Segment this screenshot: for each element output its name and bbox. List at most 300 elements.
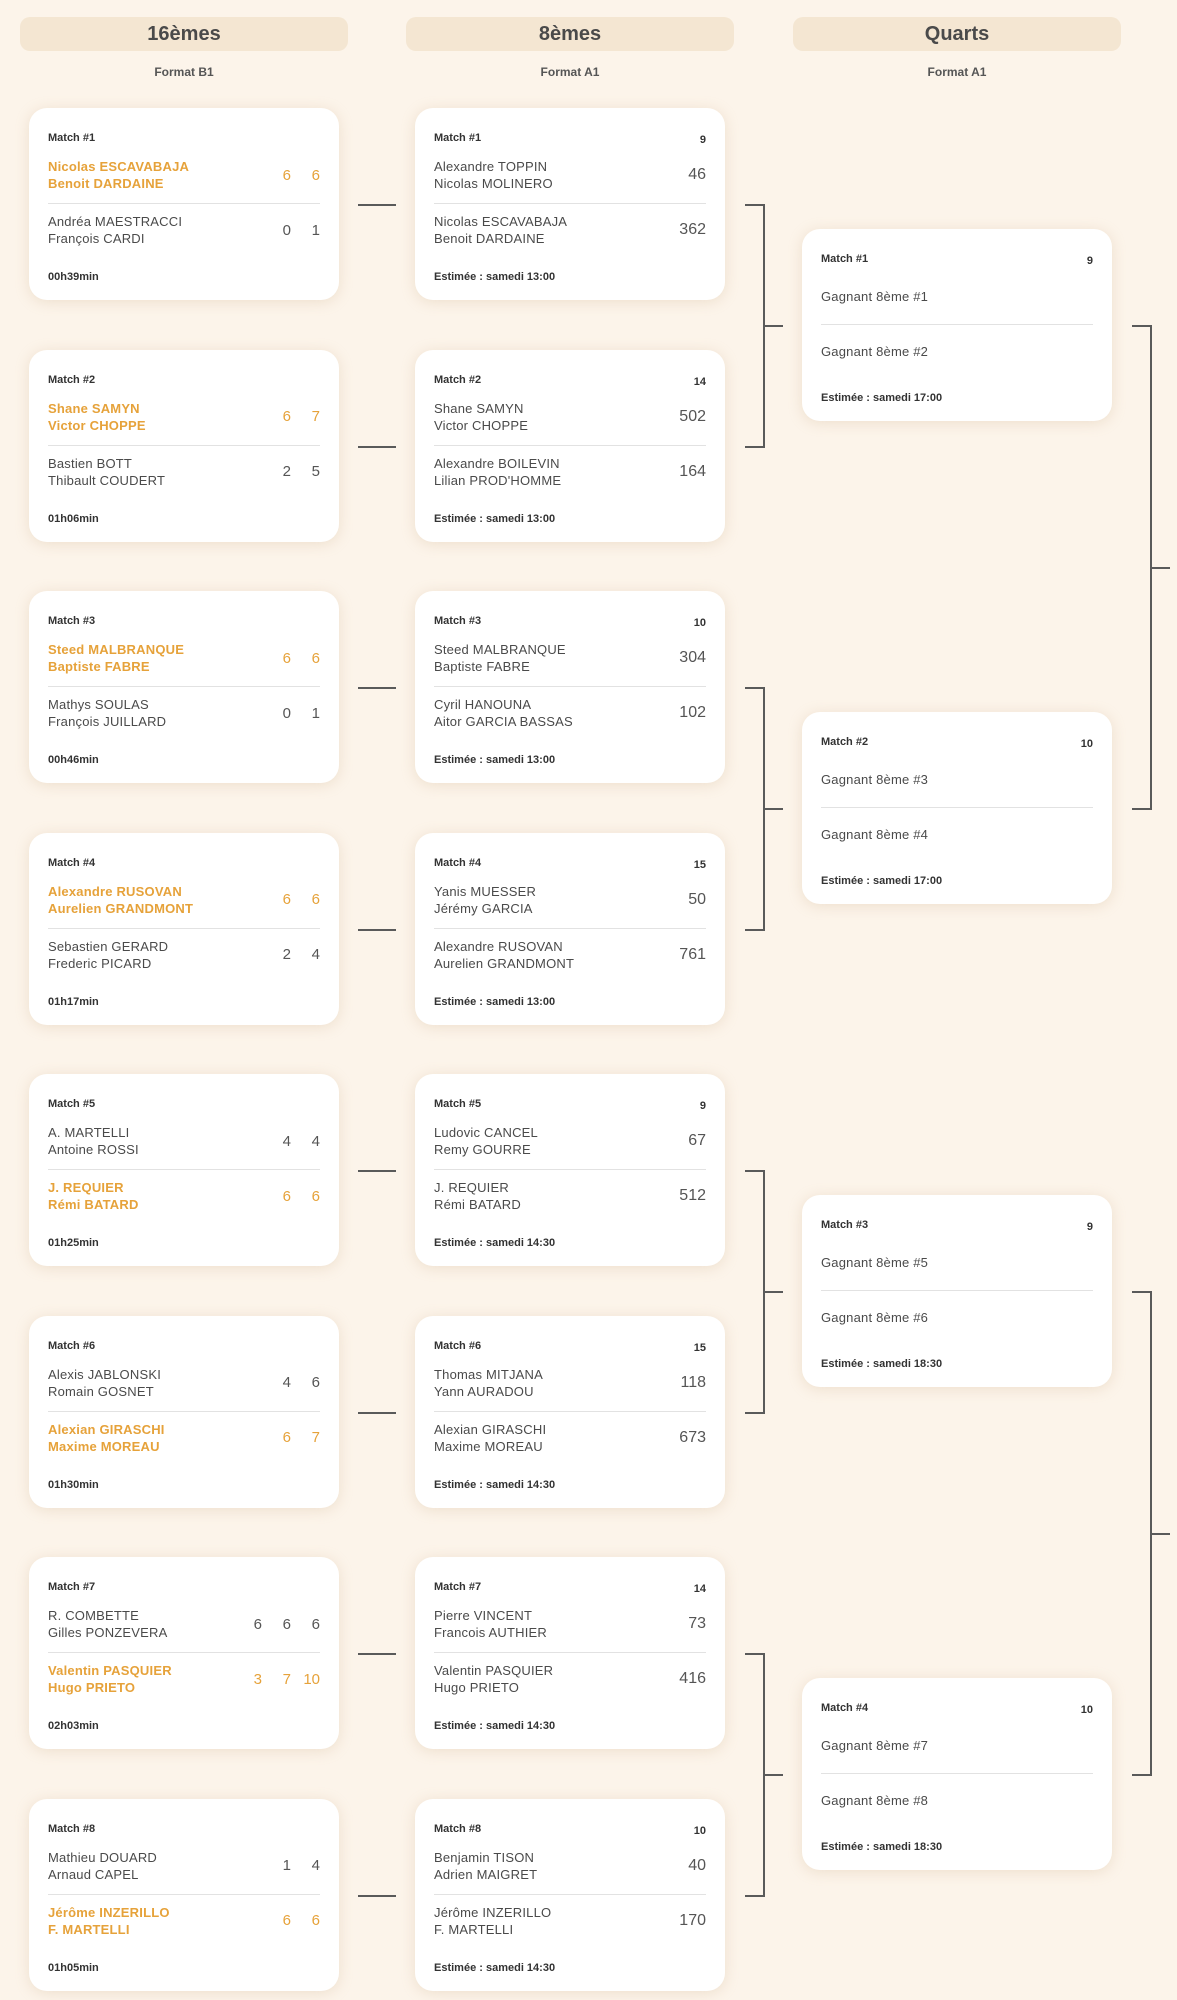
match-number: Match #4 <box>434 856 482 869</box>
team-names <box>48 158 189 192</box>
team-row[interactable] <box>434 1121 706 1161</box>
team-points: 304 <box>679 649 706 666</box>
match-number: Match #4 <box>821 1702 869 1714</box>
match-card[interactable] <box>415 1799 725 1991</box>
team-row[interactable] <box>821 814 1093 854</box>
team-row[interactable] <box>48 1846 320 1886</box>
winner-placeholder: Gagnant 8ème #5 <box>821 1254 929 1270</box>
player-name: Alexandre RUSOVAN <box>434 938 563 954</box>
set-scores <box>262 463 320 480</box>
match-seed: 9 <box>699 134 706 146</box>
set-score: 6 <box>311 649 320 667</box>
divider <box>434 1169 706 1170</box>
connector-line <box>1132 808 1152 810</box>
match-card[interactable] <box>29 1799 339 1991</box>
player-name: Remy GOURRE <box>434 1142 531 1157</box>
player-name: Arnaud CAPEL <box>48 1866 139 1882</box>
player-name: Maxime MOREAU <box>434 1438 543 1454</box>
match-estimate: Estimée : samedi 18:30 <box>821 1358 943 1370</box>
set-score: 4 <box>311 946 320 963</box>
player-name: Nicolas ESCAVABAJA <box>434 214 568 229</box>
match-number: Match #4 <box>48 856 96 869</box>
set-score: 10 <box>303 1670 320 1688</box>
match-duration: 02h03min <box>48 1720 99 1732</box>
set-score: 6 <box>282 1912 291 1929</box>
divider <box>48 928 320 929</box>
team-row[interactable] <box>48 1176 320 1216</box>
team-row[interactable] <box>821 331 1093 371</box>
team-row[interactable] <box>434 155 706 195</box>
set-score: 6 <box>311 1615 320 1633</box>
team-names <box>48 1849 157 1883</box>
team-names <box>48 1662 172 1696</box>
connector-line <box>745 687 765 689</box>
match-number: Match #2 <box>48 373 96 386</box>
divider <box>48 203 320 204</box>
team-names <box>48 1607 168 1641</box>
set-score: 6 <box>311 1187 320 1205</box>
team-names <box>48 455 165 489</box>
player-name: Alexandre BOILEVIN <box>434 455 560 471</box>
divider <box>434 686 706 687</box>
match-duration: 00h39min <box>48 271 99 283</box>
match-estimate: Estimée : samedi 13:00 <box>434 995 556 1008</box>
team-points: 512 <box>679 1187 706 1204</box>
match-duration: 00h46min <box>48 754 99 766</box>
team-names <box>434 641 566 675</box>
match-card[interactable] <box>29 1557 339 1749</box>
match-card[interactable] <box>29 833 339 1025</box>
player-name: Jérémy GARCIA <box>434 900 533 916</box>
player-name: Adrien MAIGRET <box>434 1866 538 1882</box>
match-estimate: Estimée : samedi 14:30 <box>434 1720 556 1732</box>
set-score: 4 <box>311 1857 320 1874</box>
round-title: 8èmes <box>538 22 602 45</box>
team-row[interactable] <box>48 397 320 437</box>
connector-line <box>1132 1774 1152 1776</box>
team-row[interactable] <box>434 935 706 975</box>
player-name: F. MARTELLI <box>48 1921 130 1937</box>
player-name: Hugo PRIETO <box>434 1680 520 1695</box>
player-name: Nicolas ESCAVABAJA <box>48 159 190 174</box>
match-number: Match #2 <box>821 736 869 748</box>
set-score: 6 <box>311 891 320 908</box>
player-name: Alexandre RUSOVAN <box>48 883 182 899</box>
set-scores <box>262 1912 320 1929</box>
match-seed: 10 <box>1080 738 1093 750</box>
player-name: Shane SAMYN <box>48 400 140 416</box>
match-card[interactable] <box>415 591 725 783</box>
team-row[interactable] <box>434 1901 706 1941</box>
player-name: Yann AURADOU <box>434 1383 534 1399</box>
divider <box>48 1411 320 1412</box>
player-name: Nicolas MOLINERO <box>434 176 553 191</box>
team-points: 67 <box>688 1132 706 1149</box>
team-names <box>48 1421 165 1455</box>
player-name: Hugo PRIETO <box>48 1680 136 1695</box>
connector-line <box>745 1412 765 1414</box>
team-row[interactable] <box>48 452 320 492</box>
player-name: Victor CHOPPE <box>434 417 529 433</box>
set-scores <box>262 891 320 908</box>
connector-line <box>763 1774 783 1776</box>
player-name: Sebastien GERARD <box>48 938 169 954</box>
match-duration: 01h17min <box>48 995 99 1008</box>
connector-line <box>745 1895 765 1897</box>
team-row[interactable] <box>434 880 706 920</box>
team-names <box>821 343 928 360</box>
team-names <box>434 1904 551 1938</box>
match-seed: 9 <box>699 1100 706 1112</box>
player-name: Romain GOSNET <box>48 1383 154 1399</box>
team-names <box>434 1662 553 1696</box>
team-points: 40 <box>688 1856 706 1874</box>
player-name: Mathieu DOUARD <box>48 1849 157 1865</box>
winner-placeholder: Gagnant 8ème #6 <box>821 1309 929 1325</box>
match-card[interactable] <box>802 1678 1112 1870</box>
round-format: Format B1 <box>154 65 214 79</box>
team-row[interactable] <box>821 276 1093 316</box>
team-names <box>434 1124 538 1158</box>
match-estimate: Estimée : samedi 13:00 <box>434 754 556 766</box>
match-number: Match #3 <box>821 1219 869 1231</box>
player-name: François JUILLARD <box>48 714 167 729</box>
connector-line <box>763 325 783 327</box>
set-score: 4 <box>282 1132 291 1150</box>
set-scores <box>262 1374 320 1391</box>
set-score: 7 <box>282 1670 291 1688</box>
team-names <box>434 1849 537 1883</box>
set-score: 6 <box>282 166 291 184</box>
match-number: Match #3 <box>434 615 482 627</box>
team-names <box>434 1421 546 1455</box>
divider <box>434 1411 706 1412</box>
connector-line <box>1150 567 1170 569</box>
connector-line <box>745 1653 765 1655</box>
team-names <box>434 938 574 972</box>
team-row[interactable] <box>48 880 320 920</box>
match-number: Match #7 <box>434 1581 482 1593</box>
player-name: Alexian GIRASCHI <box>48 1421 165 1437</box>
player-name: Steed MALBRANQUE <box>434 642 566 657</box>
set-score: 7 <box>311 1429 320 1446</box>
set-scores <box>262 705 320 722</box>
set-score: 4 <box>311 1132 320 1150</box>
set-score: 3 <box>253 1670 262 1688</box>
match-seed: 15 <box>693 1341 706 1354</box>
divider <box>821 1773 1093 1774</box>
set-scores <box>262 1429 320 1446</box>
team-names <box>434 1366 543 1400</box>
connector-line <box>358 929 396 931</box>
team-names <box>48 641 184 675</box>
match-number: Match #6 <box>434 1339 482 1352</box>
match-estimate: Estimée : samedi 13:00 <box>434 512 556 525</box>
team-names <box>434 883 536 917</box>
team-points: 362 <box>679 221 706 238</box>
connector-line <box>745 204 765 206</box>
team-names <box>434 400 528 434</box>
match-estimate: Estimée : samedi 14:30 <box>434 1237 556 1249</box>
player-name: Rémi BATARD <box>48 1197 139 1212</box>
team-names <box>48 1366 161 1400</box>
match-number: Match #1 <box>434 132 482 144</box>
team-names <box>48 883 193 917</box>
set-score: 6 <box>282 408 291 425</box>
set-score: 6 <box>282 649 291 667</box>
match-card[interactable] <box>29 1074 339 1266</box>
set-scores <box>262 1857 320 1874</box>
team-row[interactable] <box>434 693 706 733</box>
team-points: 502 <box>679 407 706 425</box>
match-number: Match #7 <box>48 1581 96 1593</box>
set-score: 2 <box>282 463 291 480</box>
match-card[interactable] <box>802 712 1112 904</box>
match-card[interactable] <box>802 1195 1112 1387</box>
winner-placeholder: Gagnant 8ème #2 <box>821 343 929 359</box>
player-name: Steed MALBRANQUE <box>48 642 185 657</box>
match-card[interactable] <box>415 350 725 542</box>
divider <box>434 1652 706 1653</box>
team-points: 102 <box>679 704 706 721</box>
divider <box>48 1169 320 1170</box>
team-names <box>821 826 928 843</box>
player-name: Lilian PROD'HOMME <box>434 472 562 488</box>
set-score: 2 <box>282 946 291 963</box>
player-name: Valentin PASQUIER <box>434 1663 554 1678</box>
team-row[interactable] <box>821 1297 1093 1337</box>
round-header-8emes[interactable] <box>406 17 734 51</box>
player-name: Alexis JABLONSKI <box>48 1366 162 1382</box>
player-name: Alexandre TOPPIN <box>434 159 548 174</box>
divider <box>821 807 1093 808</box>
player-name: R. COMBETTE <box>48 1608 140 1623</box>
team-points: 673 <box>679 1428 706 1446</box>
match-card[interactable] <box>802 229 1112 421</box>
match-duration: 01h06min <box>48 512 99 525</box>
team-names <box>434 213 567 247</box>
divider <box>434 445 706 446</box>
set-scores <box>262 1133 320 1150</box>
team-row[interactable] <box>821 759 1093 799</box>
set-scores <box>233 1671 320 1688</box>
team-row[interactable] <box>48 935 320 975</box>
team-names <box>821 1254 928 1271</box>
match-estimate: Estimée : samedi 17:00 <box>821 875 943 887</box>
team-row[interactable] <box>821 1242 1093 1282</box>
team-row[interactable] <box>434 1418 706 1458</box>
match-card[interactable] <box>415 1557 725 1749</box>
player-name: Rémi BATARD <box>434 1197 521 1212</box>
team-row[interactable] <box>821 1725 1093 1765</box>
match-card[interactable] <box>29 108 339 300</box>
team-names <box>821 1737 928 1754</box>
player-name: Mathys SOULAS <box>48 697 149 712</box>
team-names <box>434 1179 521 1213</box>
match-estimate: Estimée : samedi 17:00 <box>821 392 943 404</box>
team-names <box>48 696 166 730</box>
match-estimate: Estimée : samedi 13:00 <box>434 271 556 283</box>
round-header-quarts[interactable] <box>793 17 1121 51</box>
team-names <box>434 1607 547 1641</box>
team-names <box>821 288 928 305</box>
team-points: 416 <box>679 1670 706 1687</box>
connector-line <box>745 446 765 448</box>
match-seed: 9 <box>1086 1221 1093 1233</box>
connector-line <box>1132 1291 1152 1293</box>
team-row[interactable] <box>434 1363 706 1403</box>
set-scores <box>262 650 320 667</box>
match-card[interactable] <box>29 350 339 542</box>
player-name: Frederic PICARD <box>48 955 152 971</box>
set-score: 6 <box>282 1615 291 1633</box>
match-seed: 10 <box>693 1824 706 1837</box>
connector-line <box>358 446 396 448</box>
player-name: Aurelien GRANDMONT <box>48 900 194 916</box>
match-card[interactable] <box>29 1316 339 1508</box>
player-name: Shane SAMYN <box>434 400 524 416</box>
set-score: 0 <box>282 221 291 239</box>
divider <box>434 1894 706 1895</box>
team-names <box>48 213 182 247</box>
match-card[interactable] <box>415 833 725 1025</box>
team-names <box>434 696 573 730</box>
player-name: Aurelien GRANDMONT <box>434 955 575 971</box>
team-row[interactable] <box>48 155 320 195</box>
divider <box>48 1894 320 1895</box>
match-card[interactable] <box>415 108 725 300</box>
match-seed: 10 <box>1080 1704 1093 1716</box>
match-estimate: Estimée : samedi 14:30 <box>434 1961 556 1974</box>
player-name: Jérôme INZERILLO <box>48 1904 170 1920</box>
team-row[interactable] <box>434 1176 706 1216</box>
player-name: Ludovic CANCEL <box>434 1125 538 1140</box>
connector-line <box>358 1653 396 1655</box>
team-row[interactable] <box>48 1604 320 1644</box>
set-scores <box>262 1188 320 1205</box>
set-score: 6 <box>311 166 320 184</box>
divider <box>434 928 706 929</box>
player-name: Baptiste FABRE <box>434 659 531 674</box>
team-row[interactable] <box>48 693 320 733</box>
connector-line <box>358 687 396 689</box>
set-score: 4 <box>282 1374 291 1391</box>
round-title: Quarts <box>924 22 990 45</box>
set-score: 6 <box>282 1429 291 1446</box>
match-card[interactable] <box>415 1316 725 1508</box>
team-row[interactable] <box>48 210 320 250</box>
player-name: F. MARTELLI <box>434 1921 514 1937</box>
set-score: 1 <box>311 221 320 239</box>
match-duration: 01h25min <box>48 1237 99 1249</box>
set-scores <box>262 222 320 239</box>
player-name: Yanis MUESSER <box>434 883 537 899</box>
team-row[interactable] <box>48 1659 320 1699</box>
team-names <box>821 771 928 788</box>
player-name: Pierre VINCENT <box>434 1608 533 1623</box>
player-name: Baptiste FABRE <box>48 659 150 674</box>
set-score: 0 <box>282 704 291 722</box>
match-number: Match #8 <box>48 1822 96 1835</box>
team-names <box>821 1309 928 1326</box>
team-row[interactable] <box>434 1659 706 1699</box>
divider <box>821 324 1093 325</box>
match-number: Match #5 <box>434 1098 482 1110</box>
match-seed: 14 <box>693 1583 706 1595</box>
team-row[interactable] <box>434 1846 706 1886</box>
team-row[interactable] <box>48 638 320 678</box>
player-name: J. REQUIER <box>48 1180 124 1195</box>
team-row[interactable] <box>434 397 706 437</box>
team-names <box>821 1792 928 1809</box>
match-seed: 9 <box>1086 255 1093 267</box>
match-seed: 10 <box>693 617 706 629</box>
player-name: Jérôme INZERILLO <box>434 1904 552 1920</box>
player-name: Thibault COUDERT <box>48 472 166 488</box>
team-row[interactable] <box>821 1780 1093 1820</box>
team-row[interactable] <box>434 1604 706 1644</box>
player-name: Thomas MITJANA <box>434 1366 543 1382</box>
team-names <box>434 158 553 192</box>
connector-line <box>358 1412 396 1414</box>
player-name: A. MARTELLI <box>48 1125 130 1140</box>
set-score: 6 <box>282 1187 291 1205</box>
team-names <box>48 1179 139 1213</box>
player-name: Francois AUTHIER <box>434 1625 548 1640</box>
team-names <box>48 938 168 972</box>
connector-line <box>358 1170 396 1172</box>
connector-line <box>745 1170 765 1172</box>
team-row[interactable] <box>48 1418 320 1458</box>
team-points: 50 <box>688 890 706 908</box>
team-row[interactable] <box>434 210 706 250</box>
team-row[interactable] <box>434 452 706 492</box>
team-row[interactable] <box>48 1901 320 1941</box>
player-name: François CARDI <box>48 231 145 246</box>
match-duration: 01h05min <box>48 1961 99 1974</box>
team-row[interactable] <box>48 1363 320 1403</box>
round-title: 16èmes <box>147 22 221 45</box>
match-seed: 15 <box>693 858 706 871</box>
match-number: Match #8 <box>434 1822 482 1835</box>
match-number: Match #5 <box>48 1098 96 1110</box>
match-number: Match #3 <box>48 615 96 627</box>
team-points: 164 <box>679 462 706 480</box>
winner-placeholder: Gagnant 8ème #1 <box>821 288 929 304</box>
match-number: Match #6 <box>48 1339 96 1352</box>
connector-line <box>763 808 783 810</box>
match-card[interactable] <box>29 591 339 783</box>
connector-line <box>358 1895 396 1897</box>
player-name: Victor CHOPPE <box>48 417 146 433</box>
player-name: Andréa MAESTRACCI <box>48 214 183 229</box>
winner-placeholder: Gagnant 8ème #4 <box>821 826 929 842</box>
winner-placeholder: Gagnant 8ème #8 <box>821 1792 929 1808</box>
team-names <box>48 1124 139 1158</box>
set-scores <box>262 946 320 963</box>
team-row[interactable] <box>434 638 706 678</box>
connector-line <box>763 1291 783 1293</box>
match-card[interactable] <box>415 1074 725 1266</box>
player-name: Benjamin TISON <box>434 1849 535 1865</box>
team-row[interactable] <box>48 1121 320 1161</box>
set-score: 1 <box>282 1857 291 1874</box>
set-score: 1 <box>311 704 320 722</box>
round-header-16emes[interactable] <box>20 17 348 51</box>
team-points: 170 <box>679 1911 706 1929</box>
divider <box>48 1652 320 1653</box>
team-points: 118 <box>680 1373 706 1391</box>
